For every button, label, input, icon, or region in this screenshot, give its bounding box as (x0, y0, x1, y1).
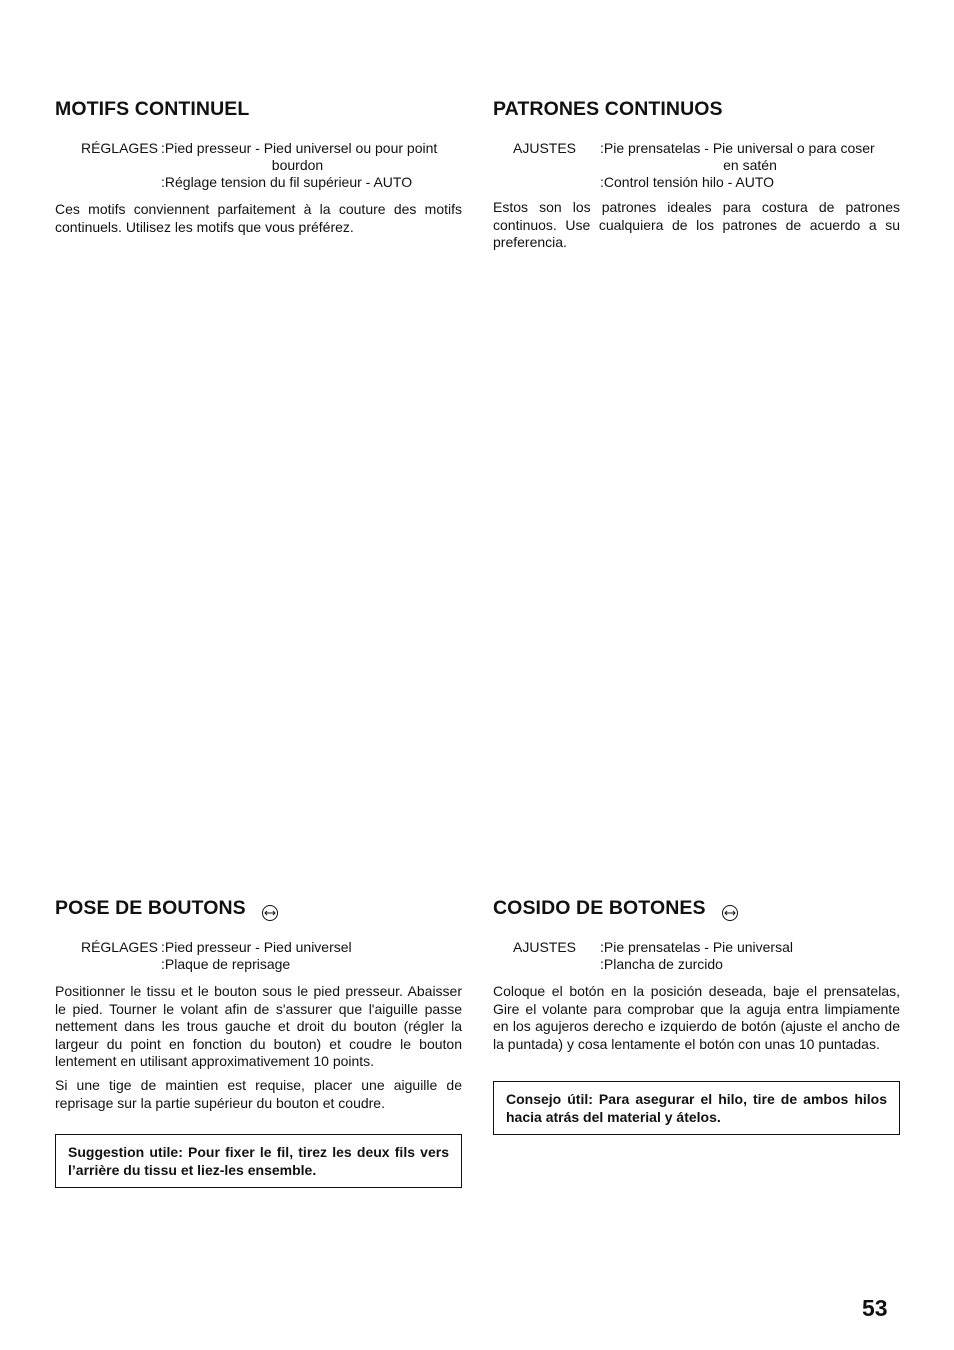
tip-box: Suggestion utile: Pour fixer le fil, tirez les deux fils vers l’arrière du tissu et liez-les ensemble. (55, 1134, 462, 1188)
setting-presser-foot: :Pied presseur - Pied universel (161, 939, 352, 955)
settings-label: AJUSTES (513, 140, 577, 156)
settings-block (55, 140, 462, 191)
body-text: Coloque el botón en la posición deseada, baje el prensatelas, Gire el volante para comprobar que la aguja entra limpiamente en los agujeros derecho e izquierdo de botón (ajuste el ancho de la puntada) y cosa lentamente el botón con unas 10 puntadas. (493, 983, 900, 1052)
settings-block (493, 939, 900, 973)
section-pose-de-boutons (55, 897, 462, 1188)
section-heading (55, 897, 462, 920)
setting-presser-foot: :Pie prensatelas - Pie universal o para coser (600, 140, 875, 156)
setting-plate: :Plaque de reprisage (161, 956, 291, 972)
section-heading (493, 897, 900, 920)
setting-tension: :Réglage tension du fil supérieur - AUTO (161, 174, 413, 190)
body-text: Ces motifs conviennent parfaitement à la couture des motifs continuels. Utilisez les motifs que vous préférez. (55, 201, 462, 235)
section-title: PATRONES CONTINUOS (493, 98, 723, 120)
body-text-2: Si une tige de maintien est requise, placer une aiguille de reprisage sur la partie supérieur du bouton et coudre. (55, 1076, 462, 1111)
settings-label: RÉGLAGES (80, 140, 158, 156)
settings-label: RÉGLAGES (80, 939, 158, 955)
section-cosido-de-botones (493, 897, 900, 1135)
settings-block (493, 140, 900, 191)
setting-presser-foot-cont: bourdon (271, 157, 324, 173)
section-title: COSIDO DE BOTONES (493, 897, 706, 919)
circle-with-double-arrow-icon (720, 904, 740, 920)
settings-block (55, 939, 462, 973)
section-patrones-continuos (493, 98, 900, 252)
section-title: POSE DE BOUTONS (55, 897, 246, 919)
body-text-1: Positionner le tissu et le bouton sous le pied presseur. Abaisser le pied. Tourner le volant afin de s'assurer que l'aiguille passe nettement dans les trous gauche et droit du bouton (régler la largeur du point en fonction du bouton) et coudre le bouton lentement en utilisant approximativement 10 points. (55, 983, 462, 1070)
setting-presser-foot-cont: en satén (723, 157, 777, 173)
circle-with-double-arrow-icon (260, 904, 280, 920)
setting-presser-foot: :Pie prensatelas - Pie universal (600, 939, 793, 955)
setting-plate: :Plancha de zurcido (600, 956, 723, 972)
body-text: Estos son los patrones ideales para costura de patrones continuos. Use cualquiera de los patrones de acuerdo a su preferencia. (493, 199, 900, 251)
setting-tension: :Control tensión hilo - AUTO (600, 174, 775, 190)
tip-box: Consejo útil: Para asegurar el hilo, tire de ambos hilos hacia atrás del material y átelos. (493, 1081, 900, 1135)
section-title: MOTIFS CONTINUEL (55, 98, 250, 120)
settings-label: AJUSTES (513, 939, 577, 955)
page-number: 53 (862, 1295, 888, 1321)
section-motifs-continuel (55, 98, 462, 236)
setting-presser-foot: :Pied presseur - Pied universel ou pour point (161, 140, 438, 156)
